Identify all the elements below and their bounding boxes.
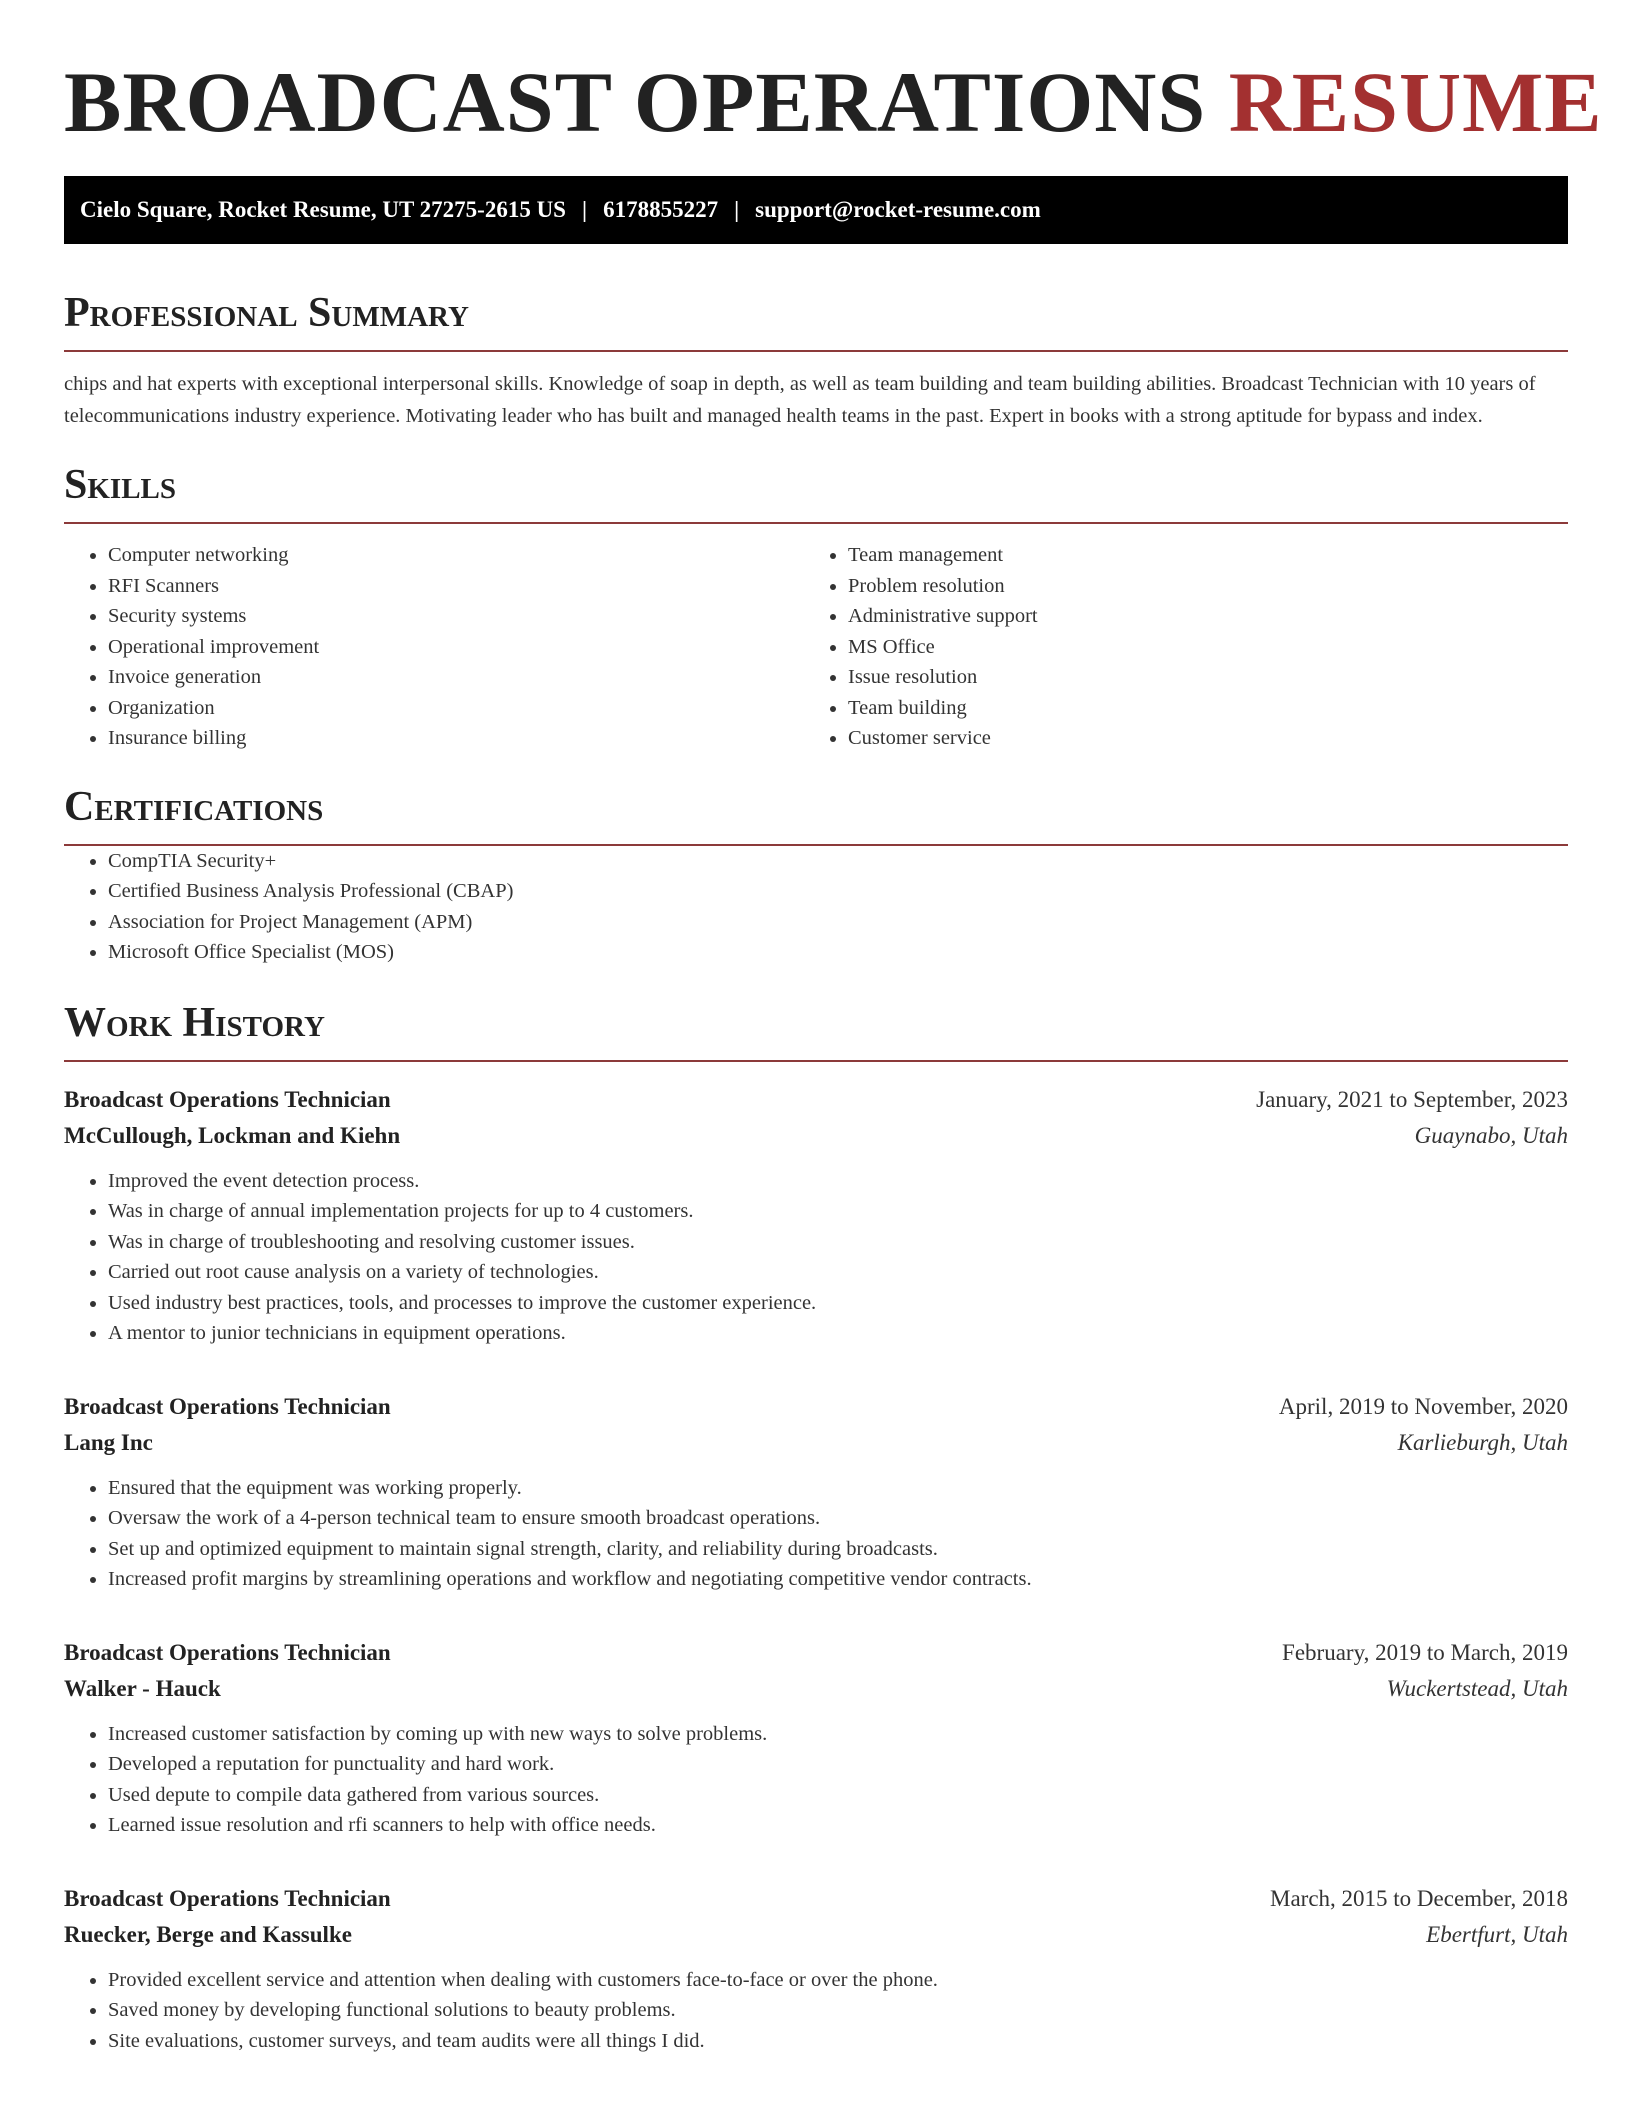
- skill-item: • Computer networking: [108, 540, 804, 571]
- job-bullet: • Learned issue resolution and rfi scanners to help with office needs.: [108, 1810, 1568, 1841]
- job-bullet: • Increased profit margins by streamlining operations and workflow and negotiating competitive vendor contracts.: [108, 1564, 1568, 1595]
- job-bullet: • Provided excellent service and attention when dealing with customers face-to-face or over the phone.: [108, 1965, 1568, 1996]
- job-bullet: • Developed a reputation for punctuality and hard work.: [108, 1749, 1568, 1780]
- job-entry: [64, 1635, 1568, 1841]
- certification-item: • Microsoft Office Specialist (MOS): [108, 937, 1568, 968]
- job-title: Broadcast Operations Technician: [64, 1393, 391, 1419]
- job-company: Walker - Hauck: [64, 1675, 221, 1701]
- job-bullet: • Carried out root cause analysis on a variety of technologies.: [108, 1257, 1568, 1288]
- skill-item: • Team management: [848, 540, 1544, 571]
- certifications-heading: Certifications: [64, 782, 1568, 846]
- job-location: Wuckertstead, Utah: [1386, 1675, 1568, 1701]
- skills-column-right: [804, 540, 1544, 754]
- job-bullet: • Oversaw the work of a 4-person technical team to ensure smooth broadcast operations.: [108, 1503, 1568, 1534]
- job-entry: [64, 1389, 1568, 1595]
- job-bullets: [64, 1473, 1568, 1595]
- job-dates: January, 2021 to September, 2023: [1256, 1086, 1568, 1112]
- skills-column-left: [64, 540, 804, 754]
- job-title: Broadcast Operations Technician: [64, 1885, 391, 1911]
- skill-item: • Issue resolution: [848, 662, 1544, 693]
- job-bullets: [64, 1166, 1568, 1349]
- job-bullet: • Set up and optimized equipment to maintain signal strength, clarity, and reliability during broadcasts.: [108, 1534, 1568, 1565]
- contact-separator: |: [581, 197, 588, 222]
- contact-address: Cielo Square, Rocket Resume, UT 27275-2615 US: [80, 197, 566, 222]
- job-title: Broadcast Operations Technician: [64, 1086, 391, 1112]
- title-accent: RESUME: [1228, 54, 1603, 150]
- title-main: BROADCAST OPERATIONS: [64, 54, 1207, 150]
- certification-item: • CompTIA Security+: [108, 846, 1568, 877]
- contact-phone: 6178855227: [603, 197, 719, 222]
- job-entry: [64, 1881, 1568, 2057]
- skill-item: • Team building: [848, 693, 1544, 724]
- skills-heading: Skills: [64, 460, 1568, 524]
- contact-separator: |: [734, 197, 740, 222]
- certification-item: • Association for Project Management (APM): [108, 907, 1568, 938]
- skill-item: • MS Office: [848, 632, 1544, 663]
- skill-item: • Invoice generation: [108, 662, 804, 693]
- skill-item: • Insurance billing: [108, 723, 804, 754]
- job-entry: [64, 1082, 1568, 1349]
- skill-item: • Operational improvement: [108, 632, 804, 663]
- job-bullet: • Ensured that the equipment was working properly.: [108, 1473, 1568, 1504]
- certification-item: • Certified Business Analysis Professional (CBAP): [108, 876, 1568, 907]
- job-bullet: • Saved money by developing functional solutions to beauty problems.: [108, 1995, 1568, 2026]
- job-dates: April, 2019 to November, 2020: [1278, 1393, 1568, 1419]
- job-bullets: [64, 1965, 1568, 2057]
- skill-item: • Organization: [108, 693, 804, 724]
- job-dates: March, 2015 to December, 2018: [1270, 1885, 1568, 1911]
- skill-item: • Administrative support: [848, 601, 1544, 632]
- job-bullet: • Site evaluations, customer surveys, and team audits were all things I did.: [108, 2026, 1568, 2057]
- skill-item: • Security systems: [108, 601, 804, 632]
- skill-item: • Problem resolution: [848, 571, 1544, 602]
- skill-item: • RFI Scanners: [108, 571, 804, 602]
- job-bullet: • A mentor to junior technicians in equipment operations.: [108, 1318, 1568, 1349]
- job-company: Ruecker, Berge and Kassulke: [64, 1921, 352, 1947]
- skills-list: [64, 540, 1568, 754]
- job-bullet: • Was in charge of annual implementation projects for up to 4 customers.: [108, 1196, 1568, 1227]
- job-bullet: • Increased customer satisfaction by coming up with new ways to solve problems.: [108, 1719, 1568, 1750]
- contact-bar: [64, 176, 1568, 244]
- work-history-heading: Work History: [64, 998, 1568, 1062]
- job-location: Karlieburgh, Utah: [1397, 1429, 1568, 1455]
- summary-heading: Professional Summary: [64, 288, 1568, 352]
- job-company: McCullough, Lockman and Kiehn: [64, 1122, 401, 1148]
- job-location: Ebertfurt, Utah: [1426, 1921, 1568, 1947]
- resume-title: [64, 0, 1603, 152]
- job-title: Broadcast Operations Technician: [64, 1639, 391, 1665]
- job-bullets: [64, 1719, 1568, 1841]
- contact-email: support@rocket-resume.com: [755, 197, 1041, 222]
- job-company: Lang Inc: [64, 1429, 153, 1455]
- job-bullet: • Used depute to compile data gathered from various sources.: [108, 1780, 1568, 1811]
- job-bullet: • Used industry best practices, tools, and processes to improve the customer experience.: [108, 1288, 1568, 1319]
- certifications-list: [64, 846, 1568, 968]
- job-bullet: • Was in charge of troubleshooting and resolving customer issues.: [108, 1227, 1568, 1258]
- job-bullet: • Improved the event detection process.: [108, 1166, 1568, 1197]
- job-location: Guaynabo, Utah: [1414, 1122, 1568, 1148]
- job-dates: February, 2019 to March, 2019: [1282, 1639, 1568, 1665]
- skill-item: • Customer service: [848, 723, 1544, 754]
- summary-text: chips and hat experts with exceptional interpersonal skills. Knowledge of soap in depth, as well as team building and team building abilities. Broadcast Technician with 10 years of telecommunications industry experience. Motivating leader who has built and managed health teams in the past. Expert in books with a strong aptitude for bypass and index.: [64, 373, 1536, 427]
